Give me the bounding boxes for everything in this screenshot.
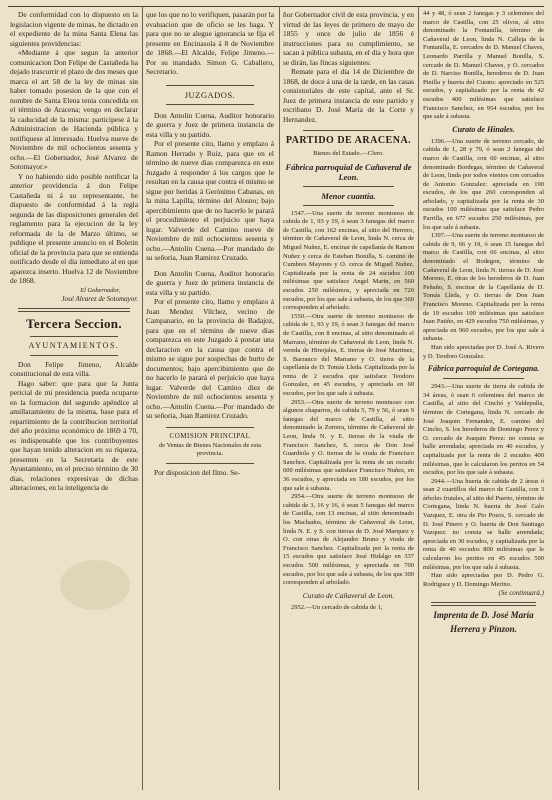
column-rule — [279, 6, 280, 790]
lot-entry: 2943.—Una suerte de tierra de cabida de 34 áreas, ó sean 6 celemines del marco de Castilla, al sitio del Cinchó y Valdepulla, término de Cortegana, linda N. cercado de José Joaquin Fernandez, E. camino del Cincho, S. los herederos de Domingo Perez y O. cercado de Joaquin Perez: no consta se halle arrendada; apreciada en 40 escudos, y capitalizada por la renta de 2 escudos 400 milésimas, que le calcularon los peritos en 54 escudos, por los que sale á subasta. — [423, 383, 544, 477]
column-3 — [283, 10, 414, 612]
appraisers-note: Han sido apreciadas por D. Pedro G. Rodriguez y D. Domingo Merino. — [423, 572, 544, 588]
paragraph: Don Antolin Cuena, Auditor honorario de guerra y Juez de primera instancia de esta villa y su partido. — [146, 110, 274, 139]
lot-entry: 2953.—Otra suerte de terreno montuoso con algunos chaparros, de cabida 5, 79 y 56, ó sean 9 fanegas del marco de Castilla, al sitio denominado la Zorrera, término de Cañaveral de Leon, linda N. y E. tierras de la viuda de Francisco Sanchez, S. cerca de Don José Guardiola y O. tierras de la viuda de Francisco Sanchez. Capitalizada por la renta de un escudo 600 milésimas que satisface Francisco Nuñez, en 36 escudos, y apreciada en 180 escudos, por los que sale á subasta. — [283, 398, 414, 492]
curato-heading: Curato de Cañaveral de Leon. — [302, 590, 395, 600]
section-heading: JUZGADOS. — [184, 89, 236, 100]
divider — [303, 130, 394, 131]
paper-stain — [60, 560, 130, 610]
paragraph: Y no habiendo sido posible notificar la anterior providencia á don Felipe Castañeda ni á su representante, he dispuesto de conformidad á la regla segunda de las disposiciones generales del reglamento para la ejecucion de la ley reformada de la de Marzo último, se publique el presente anuncio en el Boletin oficial de la provincia para que se entienda notificado desde el dia inmediato al en que aparezca inserto. Huelva 12 de Noviembre de 1868. — [10, 171, 138, 285]
divider — [166, 427, 254, 428]
lot-entry: 1550.—Otra suerte de terreno montuoso de cabida de 1, 93 y 19, ó sean 3 fanegas del marco de Castilla, con 8 encinas, al sitio denominado el Marrano, término de Cañaveral de Leon, linda N. vereda de Hinojales, E. tierras de José Martinez, S. Barranco del Marrano y O. tierra de la capellanía de D. Tomás Lleda. Capitalizada por la renta de 2 escudos que satisface Teodoro Gonzalez, en 45 escudos, y apreciada en 60 escudos, por los que sale á subasta. — [283, 312, 414, 398]
top-border — [8, 6, 544, 7]
divider — [166, 463, 254, 464]
menor-cuantia-heading: Menor cuantía. — [321, 190, 376, 201]
column-2 — [146, 10, 274, 477]
divider — [166, 104, 254, 105]
signature-name: José Alvarez de Sotomayor. — [61, 294, 138, 303]
lot-entry: 2952.—Un cercado de cabida de 1, — [291, 603, 383, 611]
comision-subheading: de Ventas de Bienes Nacionales de esta provincia. — [158, 441, 262, 458]
lot-entry: 2954.—Otra suerte de terreno montuoso de cabida de 3, 16 y 16, ó sean 5 fanegas del marco de Castilla, con 13 encinas, al sitio denominado los Machados, término de Cañaveral de Leon, linda N. E. y S. con tierras de D. José Marquez y O. con otras de Alejandro Bruno y viuda de Francisco Sanchez. Capitalizada por la renta de 15 escudos que satisface José Hidalgo en 337 escudos 500 milésimas, y apreciada en 700 escudos, por los que sale á subasta, de los que 300 corresponden al arbolado. — [283, 493, 414, 587]
paragraph: Por el presente cito, llamo y emplazo á Juan Mendez Vilchez, vecino de Campanario, en la provincia de Badajoz, para que en el término de nueve dias comparezca en este Juzgado á prestar una declaracion en la causa que contra el mismo se sigue por sospechas de hurto de documentos; bajo apercibimiento que de no hacerlo le parará el perjuicio que haya lugar. Valverde del Camino diez de Noviembre de mil ochocientos sesenta y ocho.—Antolin Cuena.—Por mandado de su señoria, Juan Ramirez Cruzado. — [146, 297, 274, 420]
divider — [431, 602, 536, 606]
divider — [303, 205, 394, 206]
divider — [303, 186, 394, 187]
lot-entry: 2944.—Una huerta de cabida de 2 áreas ó sean 2 cuartillos del marco de Castilla, con 3 árboles frutales, al sitio del Puerto, término de Cortegana, linda N. huerta de José Galo Vazquez, E. otra de Pio Pozos, S. cercado de D. José Pinero y O. huerta de Don Santiago Vazquez: no consta se halle arrendada; apreciada en 30 escudos, y capitalizada por la renta de 40 escudos 800 milésimas que le calcularon los peritos en 45 escudos 500 milésimas, por los que sale á subasta. — [423, 477, 544, 571]
divider — [443, 378, 524, 379]
printer-imprint-line1: Imprenta de D. José María — [433, 610, 534, 621]
section-divider — [18, 308, 130, 312]
lot-entry: 1547.—Una suerte de terreno montuoso de cabida de 1, 93 y 19, ó sean 3 fanegas del marco de Castilla, con 162 encinas, al sitio del Herrero, término de Cañaveral de Leon, linda N. cerca de Miguel Nuñez, E. encinar de capellanía de Ramon Nuñez y cerca de Esteban Bonilla, S. camino de Cumbres Mayores y O. cerca de Miguel Nuñez. Capitalizada por la renta de 24 escudos 100 milésimas que satisface Angel Marin, en 560 escudos 250 milésimos, y apreciada en 720 escudos, por los que sale á subasta, de los que 360 corresponden al arbolado. — [283, 209, 414, 312]
signature-title: El Gobernador, — [80, 286, 120, 294]
lot-entry: 1397.—Una suerte de terreno montuoso de cabida de 9, 66 y 19, ó sean 15 fanegas del marco de Castilla, con 66 encinas, al sitio denominado el Bodegon, término de Cañaveral de Leon, linda N. tierras de D. José Moreno, E. otras de los herederos de D. Juan Peñaño, S. encinar de la Capellanía de D. Tomás Lleda, y O. tierras de Don Juan Francisco Moreno. Capitalizada por la renta de 19 escudos 100 milésimas que satisface Juan Patiño, en 429 escudos 750 milésimas, y apreciada en 960 escudos, por los que sale á subasta. — [423, 232, 544, 343]
paragraph: Remate para el dia 14 de Diciembre de 1868, de doce á una de la tarde, en las casas consistoriales de este capital, ante el Sr. Juez de primera instancia de este partido y escribano D. José María de la Corte y Hernandez. — [283, 67, 414, 124]
continuation-note: (Se continuará.) — [498, 589, 544, 598]
paragraph: Don Antolin Cuena, Auditor honorario de guerra y Juez de primera instancia de esta villa y su partido. — [146, 268, 274, 297]
paragraph: ñor Gobernador civil de esta provincia, y en virtud de las leyes de primero de mayo de 1855 y once de julio de 1856 é instrucciones para su cumplimiento, se sacan á pública subasta, en el dia y hora que se dirán, las fincas siguientes: — [283, 10, 414, 67]
bienes-subheading: Bienes del Estado.—Clero. — [313, 150, 384, 157]
column-rule — [142, 6, 143, 790]
partido-heading: PARTIDO DE ARACENA. — [285, 135, 412, 146]
lot-entry: 1396.—Una suerte de terreno cercado, de cabida de 1, 28 y 79, ó sean 2 fanegas del marco de Castilla, con 60 encinas, al sitio denominado Bordegas, término de Cañaveral de Leon, linda por todos vientos con cercados de Antonio Gonzalez: apreciada en 190 escudos, de los que 260 corresponden al arbolado, y capitalizada por la renta de 30 escudos 100 milésimas que satisface Pedro Parrilla, en 677 escudos 250 milésimas, por los que sale á subasta. — [423, 137, 544, 231]
column-4 — [423, 10, 544, 635]
divider — [30, 336, 118, 337]
paragraph: Hago saber: que para que la Junta pericial de mi presidencia pueda ocuparse en la formacion del segundo apéndice al amillaramiento de la misma, base para el repartimiento de la contribucion territorial del año próximo económico de 1869 á 70, es indispensable que los contribuyentes que hayan tenido alteracion en su riqueza, presenten en la Secretaria de este Ayuntamiento, en el preciso término de 30 dias, relaciones expresivas de dichas alteraciones, en la inteligencia de — [10, 378, 138, 492]
divider — [166, 85, 254, 86]
comision-heading: COMISION PRINCIPAL — [169, 431, 251, 440]
column-rule — [418, 6, 419, 790]
section-subtitle: AYUNTAMIENTOS. — [28, 340, 120, 350]
lot-entry: 44 y 48, ó sean 2 fanegas y 3 celemines del marco de Castilla, con 25 olivos, al sitio denominado la Fontanilla, término de Cañaveral de Leon, linda N. Calleja de la Fontanilla, E. cercados de D. Manuel Chaves, Leonardo Parrilla y Manuel Bonilla, S. cercado de D. Manuel Chaves, y O. cercados de D. Narciso Bonilla, herederos de D. Juan Pinilla y huerta del Curato: apreciado en 525 escudos, y capitalizado por la renta de 42 escudos 400 milésimas que satisface Francisco Sanchez, en 954 escudos, por los que sale á subasta. — [423, 10, 544, 121]
section-title: Tercera Seccion. — [26, 315, 122, 331]
divider — [30, 355, 118, 356]
paragraph: Don Felipe Jimeno, Alcalde constitucional de esta villa. — [10, 359, 138, 378]
printer-imprint-line2: Herrera y Pinzon. — [450, 624, 517, 635]
paragraph: Por el presente cito, llamo y emplazo á Ramon Herrado y Ruiz, para que en el término de nueve dias comparezca en este Juzgado á responder á los cargos que le resultan en la causa que contra el mismo se sigue por heridas á Gerónimo Cabanas, en la mina Lapilla, término del Alosno; bajo apercibimiento que de no hacerlo le parará el procedimiento el perjuicio que haya lugar. Valverde del Camino nueve de Noviembre de mil ochocientos sesenta y ocho.—Antolin Cuena.—Por mandado de su señoria, Juan Ramirez Cruzado. — [146, 139, 274, 262]
paragraph: Por disposicion del Ilmo. Se- — [154, 467, 241, 477]
paragraph: «Mediante á que segun la anterior comunicacion Don Felipe de Castañeda ha dejado trascurrir el plazo de dos meses que marca el art 58 de la ley de minas sin haber tomado posesion de la que con el nombre de Santa Elena tenia concedida en el término de Aracena; vengo en declarar la caducidad de la misma: participese á la Administracion de Hacienda pública y notifiquese al interesado. Huelva nueve de Noviembre de mil ochocientos sesenta y ocho.—El Gobernador, José Alvarez de Sotomayor.» — [10, 48, 138, 171]
fabrica-heading: Fábrica parroquial de Cortegana. — [427, 364, 540, 374]
appraisers-note: Han sido apreciadas por D. José A. Rivero y D. Teodoro Gonzalez. — [423, 343, 544, 360]
column-1 — [10, 10, 138, 493]
paragraph: De conformidad con lo dispuesto en la legislacion vigente de minas, he dictado en el expediente de la mina Santa Elena las siguientes providencias: — [10, 10, 138, 48]
paragraph: que los que no lo verifiquen, pasarán por la evaluacion que de oficio se les haga. Y para que no se alegue ignorancia se fija el presente en Encinasola á 8 de Noviembre de 1868.—El Alcalde, Felipe Jimeno.—Por su mandado. Simon G. Caballero, Secretario. — [146, 10, 274, 76]
fabrica-heading: Fábrica parroquial de Cañaveral de Leon. — [285, 161, 412, 182]
curato-heading: Curato de Hinales. — [452, 124, 515, 134]
